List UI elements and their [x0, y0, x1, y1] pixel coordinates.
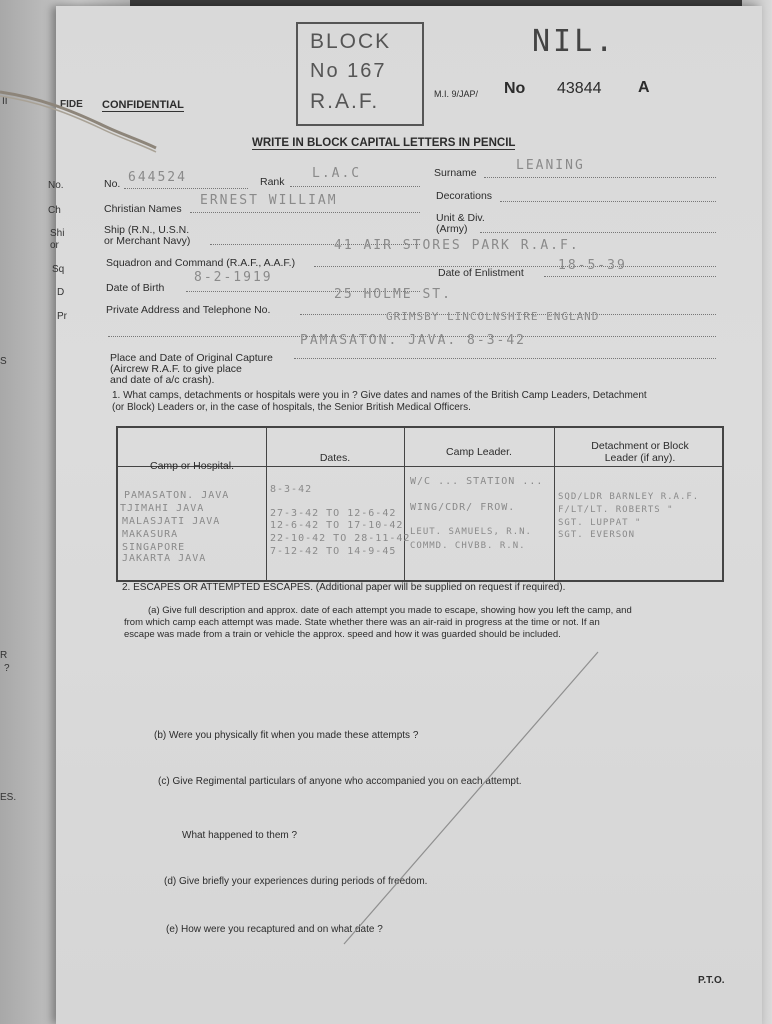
capture-label-3: and date of a/c crash). — [110, 374, 215, 386]
left-label-sq: Sq — [52, 264, 65, 275]
date-of-enlistment-value: 18-5-39 — [558, 258, 627, 273]
table-cell-dates: 12-6-42 TO 17-10-42 — [270, 520, 404, 531]
left-label-shi: Shi — [50, 228, 65, 239]
table-cell-detachment: SGT. EVERSON — [558, 530, 636, 540]
christian-names-value: ERNEST WILLIAM — [200, 193, 338, 208]
left-label-no: No. — [48, 180, 64, 191]
private-address-value-1: 25 HOLME ST. — [334, 287, 452, 302]
table-cell-detachment: SGT. LUPPAT " — [558, 518, 642, 528]
table-cell-camp-leader: LEUT. SAMUELS, R.N. — [410, 527, 532, 537]
service-number-label: No. — [104, 178, 121, 190]
capture-value: PAMASATON. JAVA. 8-3-42 — [300, 333, 527, 348]
date-of-birth-label: Date of Birth — [106, 282, 165, 294]
left-label-ch: Ch — [48, 205, 61, 216]
service-number-value: 644524 — [128, 170, 187, 185]
left-label-or: or — [50, 240, 59, 251]
handwritten-nil: NIL. — [532, 24, 617, 59]
table-cell-camp: JAKARTA JAVA — [122, 553, 207, 564]
pto-label: P.T.O. — [698, 975, 725, 986]
form-code: M.I. 9/JAP/ — [434, 89, 479, 99]
christian-names-label: Christian Names — [104, 203, 182, 215]
left-confidential-fragment: FIDE — [60, 99, 83, 110]
unit-label: Unit & Div. — [436, 212, 485, 224]
question-2b-text: (b) Were you physically fit when you made these attempts ? — [154, 730, 419, 741]
table-header-camp-leader: Camp Leader. — [446, 446, 512, 458]
question-2d-text: (d) Give briefly your experiences during periods of freedom. — [164, 876, 428, 887]
left-side-letter: R — [0, 650, 8, 661]
question-2e-text: (e) How were you recaptured and on what date ? — [166, 924, 383, 935]
capture-label-2: (Aircrew R.A.F. to give place — [110, 363, 242, 375]
table-cell-dates: 7-12-42 TO 14-9-45 — [270, 546, 397, 557]
confidential-heading: CONFIDENTIAL — [102, 99, 184, 111]
instruction-heading: WRITE IN BLOCK CAPITAL LETTERS IN PENCIL — [252, 137, 516, 149]
table-header-detachment: Detachment or Block — [591, 440, 689, 452]
unit-label-2: (Army) — [436, 223, 468, 235]
left-label-pr: Pr — [57, 311, 67, 322]
table-header-camp: Camp or Hospital. — [149, 460, 235, 472]
decorations-label: Decorations — [436, 190, 493, 202]
left-label-d: D — [57, 287, 65, 298]
left-side-letter: ES. — [0, 792, 17, 803]
table-cell-camp: PAMASATON. JAVA — [124, 490, 230, 501]
number-label: No — [504, 80, 526, 97]
left-side-letter: ? — [4, 663, 10, 674]
date-of-enlistment-label: Date of Enlistment — [438, 267, 524, 279]
table-cell-dates: 8-3-42 — [270, 484, 313, 495]
ship-label: Ship (R.N., U.S.N. — [104, 224, 190, 236]
table-cell-dates: 27-3-42 TO 12-6-42 — [270, 508, 397, 519]
table-cell-camp-leader: WING/CDR/ FROW. — [410, 502, 516, 513]
squadron-label: Squadron and Command (R.A.F., A.A.F.) — [106, 257, 296, 269]
page-margin-mark: II — [2, 96, 8, 107]
question-2a-text-2: from which camp each attempt was made. State whether there was an air-raid in progress at the time or not. If an — [124, 617, 600, 628]
table-cell-camp-leader: W/C ... STATION ... — [410, 476, 544, 487]
table-header-dates: Dates. — [319, 452, 351, 464]
capture-label: Place and Date of Original Capture — [110, 352, 273, 364]
rank-label: Rank — [260, 176, 285, 188]
table-cell-camp: MALASJATI JAVA — [122, 516, 221, 527]
stamp-line-number: No 167 — [310, 60, 387, 82]
stamp-line-raf: R.A.F. — [310, 90, 380, 113]
question-2a-text-3: escape was made from a train or vehicle the approx. speed and how it was guarded should be included. — [124, 629, 561, 640]
form-suffix: A — [638, 79, 650, 96]
squadron-value: 41 AIR STORES PARK R.A.F. — [334, 238, 580, 253]
form-number: 43844 — [557, 80, 602, 97]
question-2a-text: (a) Give full description and approx. date of each attempt you made to escape, showing how you left the camp, and — [148, 605, 632, 616]
table-cell-detachment: SQD/LDR BARNLEY R.A.F. — [558, 492, 700, 502]
table-cell-camp: MAKASURA — [122, 529, 179, 540]
table-cell-detachment: F/LT/LT. ROBERTS " — [558, 505, 674, 515]
ship-label-2: or Merchant Navy) — [104, 235, 191, 247]
question-1-text-2: (or Block) Leaders or, in the case of hospitals, the Senior British Medical Officers. — [112, 402, 471, 413]
surname-value: LEANING — [516, 158, 585, 173]
question-2c-text: (c) Give Regimental particulars of anyone who accompanied you on each attempt. — [158, 776, 522, 787]
surname-label: Surname — [434, 167, 477, 179]
question-2-title: 2. ESCAPES OR ATTEMPTED ESCAPES. (Additional paper will be supplied on request if required). — [122, 582, 566, 593]
stamp-line-block: BLOCK — [310, 30, 392, 53]
question-1-text: 1. What camps, detachments or hospitals were you in ? Give dates and names of the British Camp Leaders, Detachment — [112, 390, 647, 401]
table-cell-camp: TJIMAHI JAVA — [120, 503, 205, 514]
private-address-value-2: GRIMSBY LINCOLNSHIRE ENGLAND — [386, 310, 600, 323]
table-cell-camp-leader: COMMD. CHVBB. R.N. — [410, 541, 526, 551]
table-header-detachment-2: Leader (if any). — [604, 452, 676, 464]
left-side-letter: S — [0, 356, 7, 367]
rank-value: L.A.C — [312, 166, 362, 181]
table-cell-dates: 22-10-42 TO 28-11-42 — [270, 533, 411, 544]
table-cell-camp: SINGAPORE — [122, 542, 186, 553]
private-address-label: Private Address and Telephone No. — [106, 304, 271, 316]
date-of-birth-value: 8-2-1919 — [194, 270, 273, 285]
question-2c-followup: What happened to them ? — [182, 830, 298, 841]
